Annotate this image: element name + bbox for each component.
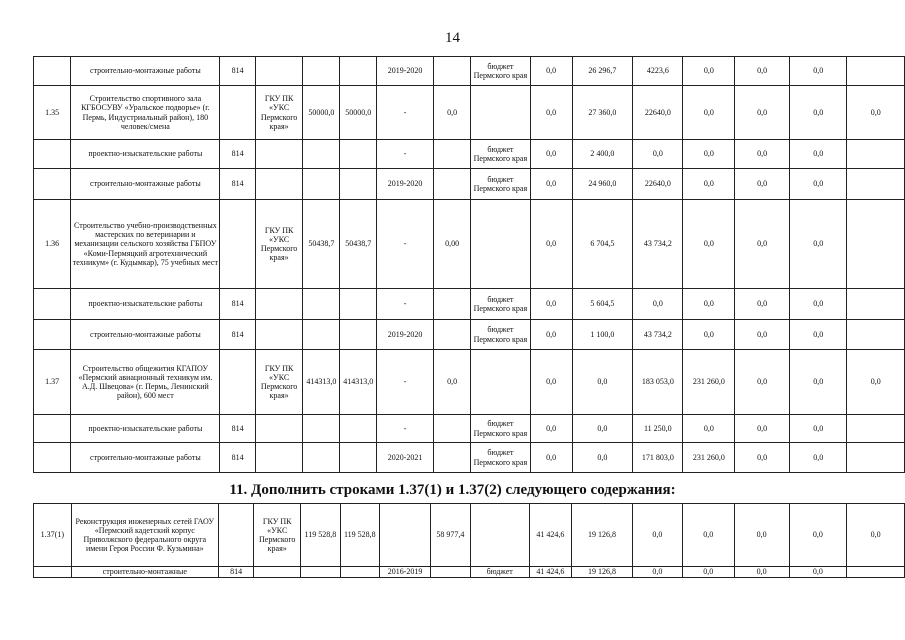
table-cell xyxy=(433,140,470,169)
table-cell: 6 704,5 xyxy=(572,200,633,289)
table-cell: 43 734,2 xyxy=(633,320,683,350)
table-cell: 0,0 xyxy=(789,289,846,320)
table-cell: - xyxy=(377,289,434,320)
table-cell: 0,0 xyxy=(530,169,572,200)
table-cell: 0,0 xyxy=(734,504,789,567)
table-cell: ГКУ ПК «УКС Пермского края» xyxy=(255,350,303,415)
table-cell: 0,0 xyxy=(683,200,735,289)
table-cell: 231 260,0 xyxy=(683,443,735,473)
table-cell: 0,0 xyxy=(530,320,572,350)
table-cell: 0,0 xyxy=(789,443,846,473)
table-cell: 814 xyxy=(220,140,255,169)
table-cell: 2019-2020 xyxy=(377,57,434,86)
table-cell xyxy=(303,140,340,169)
table-cell: 0,0 xyxy=(433,86,470,140)
table-cell: 183 053,0 xyxy=(633,350,683,415)
table-cell xyxy=(220,200,255,289)
table-cell: 814 xyxy=(220,320,255,350)
table-cell xyxy=(301,567,340,578)
table-cell xyxy=(847,169,905,200)
table-cell: 171 803,0 xyxy=(633,443,683,473)
table-cell: 26 296,7 xyxy=(572,57,633,86)
table-cell xyxy=(303,415,340,443)
table-cell xyxy=(255,320,303,350)
table-cell: 119 528,8 xyxy=(340,504,379,567)
table-cell: 2019-2020 xyxy=(377,320,434,350)
table-cell: 0,0 xyxy=(735,320,790,350)
table-cell xyxy=(34,289,71,320)
table-cell xyxy=(34,140,71,169)
table-cell: 0,0 xyxy=(789,140,846,169)
table-cell xyxy=(847,140,905,169)
table-cell xyxy=(255,443,303,473)
table-cell: 0,0 xyxy=(789,415,846,443)
table-cell xyxy=(34,320,71,350)
table-cell: 19 126,8 xyxy=(572,504,633,567)
table-cell xyxy=(34,443,71,473)
table-cell: 2019-2020 xyxy=(377,169,434,200)
table-cell: бюджет Пермского края xyxy=(471,415,530,443)
table-cell xyxy=(847,567,905,578)
table-cell: 0,0 xyxy=(683,289,735,320)
table-row xyxy=(34,504,905,567)
table-row xyxy=(34,169,905,200)
table-cell xyxy=(303,57,340,86)
table-cell: 0,0 xyxy=(530,443,572,473)
table-cell: ГКУ ПК «УКС Пермского края» xyxy=(254,504,301,567)
table-cell xyxy=(433,57,470,86)
table-cell xyxy=(431,567,470,578)
table-cell: 58 977,4 xyxy=(431,504,470,567)
table-cell: 0,0 xyxy=(530,350,572,415)
table-cell: бюджет Пермского края xyxy=(471,57,530,86)
table-row xyxy=(34,415,905,443)
table-row xyxy=(34,57,905,86)
table-cell: 0,0 xyxy=(847,86,905,140)
table-cell: 0,0 xyxy=(530,415,572,443)
table-cell xyxy=(340,57,377,86)
main-data-table xyxy=(33,56,905,473)
table-cell: 0,0 xyxy=(683,86,735,140)
table-cell: 0,0 xyxy=(530,57,572,86)
table-cell: - xyxy=(377,86,434,140)
table-cell xyxy=(255,169,303,200)
table-cell: 0,0 xyxy=(734,567,789,578)
table-cell xyxy=(340,443,377,473)
table-cell: 0,0 xyxy=(683,169,735,200)
table-cell: 0,0 xyxy=(847,504,905,567)
table-cell: 22640,0 xyxy=(633,86,683,140)
table-cell: проектно-изыскательские работы xyxy=(71,140,220,169)
table-cell xyxy=(34,57,71,86)
table-cell: 0,0 xyxy=(735,443,790,473)
table-cell: 414313,0 xyxy=(340,350,377,415)
table-cell xyxy=(847,289,905,320)
table-row xyxy=(34,289,905,320)
table-cell xyxy=(847,57,905,86)
table-cell: 0,0 xyxy=(735,57,790,86)
table-cell: 50000,0 xyxy=(303,86,340,140)
page-number: 14 xyxy=(445,30,460,46)
table-cell: 0,0 xyxy=(572,415,633,443)
table-cell: ГКУ ПК «УКС Пермского края» xyxy=(255,86,303,140)
table-cell: 0,0 xyxy=(632,504,682,567)
table-cell: Строительство спортивного зала КГБОСУВУ «Уральское подворье» (г. Пермь, Индустриальный район), 180 человек/смена xyxy=(71,86,220,140)
table-cell: - xyxy=(377,350,434,415)
table-cell xyxy=(471,200,530,289)
table-cell: 0,0 xyxy=(682,567,734,578)
table-cell xyxy=(340,169,377,200)
table-cell: 0,0 xyxy=(847,350,905,415)
table-cell xyxy=(303,289,340,320)
table-cell xyxy=(220,350,255,415)
table-row xyxy=(34,320,905,350)
table-cell: 5 604,5 xyxy=(572,289,633,320)
table-cell: бюджет Пермского края xyxy=(471,169,530,200)
table-cell xyxy=(34,567,72,578)
table-cell: 1.35 xyxy=(34,86,71,140)
table-cell: 0,0 xyxy=(572,350,633,415)
table-cell: 0,0 xyxy=(572,443,633,473)
table-cell: 0,0 xyxy=(632,567,682,578)
table-cell: 1 100,0 xyxy=(572,320,633,350)
table-cell: 814 xyxy=(220,169,255,200)
table-cell: 0,0 xyxy=(683,415,735,443)
table-cell: 0,0 xyxy=(530,86,572,140)
table-cell: 0,0 xyxy=(735,200,790,289)
section-heading: 11. Дополнить строками 1.37(1) и 1.37(2) следующего содержания: xyxy=(229,482,676,498)
table-cell: 0,0 xyxy=(789,169,846,200)
table-cell: 19 126,8 xyxy=(572,567,633,578)
table-cell xyxy=(847,443,905,473)
table-cell: 0,00 xyxy=(433,200,470,289)
table-cell: 814 xyxy=(220,57,255,86)
table-cell: 0,0 xyxy=(789,504,847,567)
table-cell xyxy=(433,443,470,473)
table-cell: 0,0 xyxy=(789,567,847,578)
table-cell xyxy=(433,289,470,320)
table-cell: 0,0 xyxy=(683,320,735,350)
table-cell: 0,0 xyxy=(682,504,734,567)
table-cell: 414313,0 xyxy=(303,350,340,415)
table-cell: строительно-монтажные работы xyxy=(71,169,220,200)
table-cell: - xyxy=(377,415,434,443)
table-cell: бюджет Пермского края xyxy=(471,289,530,320)
table-cell: 119 528,8 xyxy=(301,504,340,567)
table-cell: 43 734,2 xyxy=(633,200,683,289)
table-cell xyxy=(433,169,470,200)
table-cell: 0,0 xyxy=(735,86,790,140)
table-row xyxy=(34,350,905,415)
table-cell: 814 xyxy=(220,415,255,443)
table-cell: 22640,0 xyxy=(633,169,683,200)
table-cell: 50000,0 xyxy=(340,86,377,140)
added-rows-table xyxy=(33,503,905,578)
table-cell xyxy=(218,504,253,567)
table-cell xyxy=(340,289,377,320)
table-cell: строительно-монтажные работы xyxy=(71,443,220,473)
table-cell xyxy=(220,86,255,140)
table-cell: 2016-2019 xyxy=(380,567,431,578)
table-cell xyxy=(255,289,303,320)
table-cell: Реконструкция инженерных сетей ГАОУ «Пермский кадетский корпус Приволжского федерального округа имени Героя России Ф. Кузьмина» xyxy=(71,504,218,567)
table-cell xyxy=(303,443,340,473)
table-cell: проектно-изыскательские работы xyxy=(71,289,220,320)
table-cell: 0,0 xyxy=(735,415,790,443)
table-cell: 41 424,6 xyxy=(529,567,571,578)
table-cell xyxy=(847,415,905,443)
table-cell: 2020-2021 xyxy=(377,443,434,473)
table-cell: строительно-монтажные работы xyxy=(71,57,220,86)
table-cell: 814 xyxy=(220,443,255,473)
table-cell: 24 960,0 xyxy=(572,169,633,200)
table-cell: 814 xyxy=(218,567,253,578)
table-cell: строительно-монтажные работы xyxy=(71,320,220,350)
table-cell: Строительство общежития КГАПОУ «Пермский авиационный техникум им. А.Д. Швецова» (г. Пермь, Ленинский район), 600 мест xyxy=(71,350,220,415)
table-cell: бюджет Пермского края xyxy=(471,320,530,350)
table-cell: 1.37(1) xyxy=(34,504,72,567)
table-cell: 50438,7 xyxy=(340,200,377,289)
table-cell xyxy=(303,320,340,350)
table-cell: 0,0 xyxy=(530,289,572,320)
table-cell xyxy=(433,320,470,350)
table-cell: 41 424,6 xyxy=(529,504,571,567)
table-cell: 4223,6 xyxy=(633,57,683,86)
table-cell xyxy=(340,320,377,350)
table-cell: 0,0 xyxy=(633,140,683,169)
table-cell: 0,0 xyxy=(530,140,572,169)
table-cell: 0,0 xyxy=(683,140,735,169)
table-row xyxy=(34,200,905,289)
table-cell xyxy=(847,320,905,350)
table-cell: 0,0 xyxy=(735,289,790,320)
table-cell: 27 360,0 xyxy=(572,86,633,140)
table-cell: 0,0 xyxy=(789,57,846,86)
table-cell: 0,0 xyxy=(789,200,846,289)
table-cell: 0,0 xyxy=(735,140,790,169)
table-cell: 814 xyxy=(220,289,255,320)
table-cell: 1.37 xyxy=(34,350,71,415)
table-cell: 50438,7 xyxy=(303,200,340,289)
table-cell xyxy=(254,567,301,578)
table-row xyxy=(34,443,905,473)
table-row xyxy=(34,86,905,140)
table-cell: бюджет xyxy=(470,567,529,578)
table-cell xyxy=(303,169,340,200)
table-cell xyxy=(847,200,905,289)
table-cell: 0,0 xyxy=(789,320,846,350)
table-cell: - xyxy=(377,200,434,289)
table-cell: 0,0 xyxy=(789,350,846,415)
table-cell: строительно-монтажные xyxy=(71,567,218,578)
table-cell: проектно-изыскательские работы xyxy=(71,415,220,443)
table-cell xyxy=(380,504,431,567)
table-cell: 0,0 xyxy=(433,350,470,415)
table-cell xyxy=(340,567,379,578)
table-cell: 0,0 xyxy=(735,169,790,200)
table-cell: 0,0 xyxy=(633,289,683,320)
table-row xyxy=(34,140,905,169)
table-cell xyxy=(471,350,530,415)
table-cell xyxy=(255,140,303,169)
table-cell xyxy=(34,415,71,443)
table-cell xyxy=(340,140,377,169)
table-cell xyxy=(470,504,529,567)
table-cell: 0,0 xyxy=(789,86,846,140)
table-cell xyxy=(433,415,470,443)
table-cell xyxy=(255,57,303,86)
table-cell: ГКУ ПК «УКС Пермского края» xyxy=(255,200,303,289)
table-row xyxy=(34,567,905,578)
table-cell: 1.36 xyxy=(34,200,71,289)
table-cell xyxy=(471,86,530,140)
table-cell: 0,0 xyxy=(530,200,572,289)
table-cell: бюджет Пермского края xyxy=(471,140,530,169)
table-cell xyxy=(34,169,71,200)
table-cell: 0,0 xyxy=(683,57,735,86)
table-cell: бюджет Пермского края xyxy=(471,443,530,473)
table-cell xyxy=(340,415,377,443)
table-cell xyxy=(255,415,303,443)
table-cell: 2 400,0 xyxy=(572,140,633,169)
table-cell: 0,0 xyxy=(735,350,790,415)
table-cell: 231 260,0 xyxy=(683,350,735,415)
table-cell: 11 250,0 xyxy=(633,415,683,443)
table-cell: - xyxy=(377,140,434,169)
table-cell: Строительство учебно-производственных мастерских по ветеринарии и механизации сельского хозяйства ГБПОУ «Коми-Пермяцкий агротехнический техникум» (г. Кудымкар), 75 учебных мест xyxy=(71,200,220,289)
